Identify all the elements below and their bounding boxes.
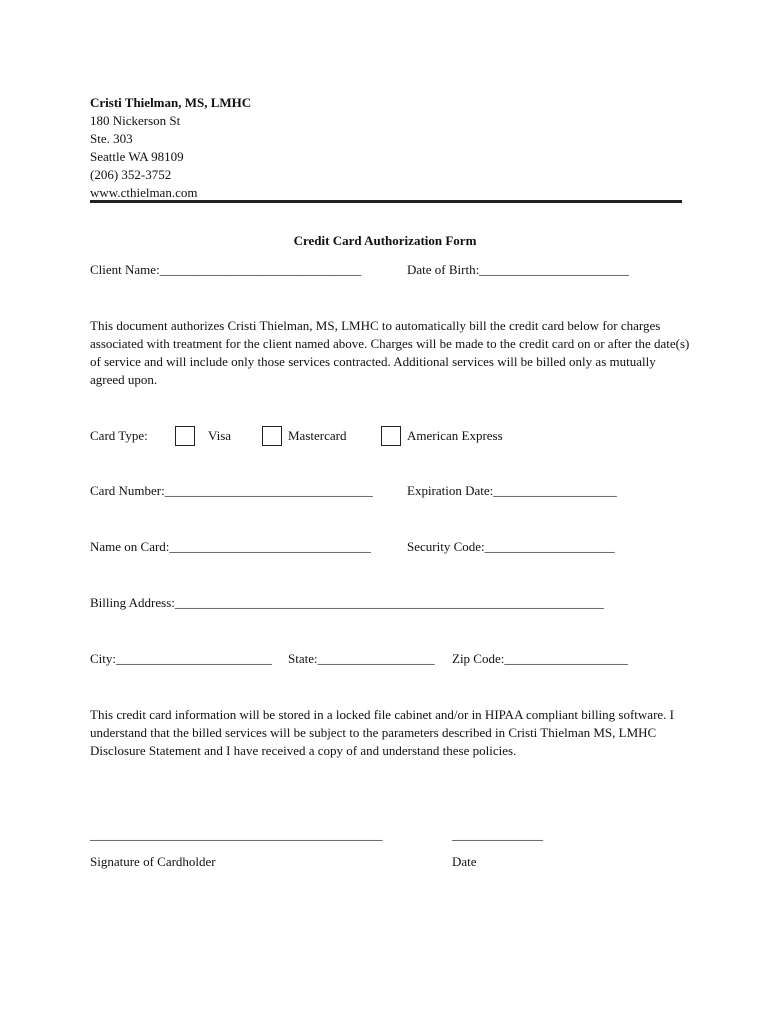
mastercard-label: Mastercard (288, 428, 347, 443)
date-label: Date (452, 854, 477, 869)
storage-notice-paragraph: This credit card information will be stored in a locked file cabinet and/or in HIPAA compliant billing software. I understand that the billed services will be subject to the parameters described in Cristi Thielman MS, LMHC Disclosure Statement and I have received a copy of and understand these policies. (90, 707, 675, 758)
mastercard-checkbox[interactable] (262, 426, 282, 446)
authorization-paragraph: This document authorizes Cristi Thielman, MS, LMHC to automatically bill the credit card below for charges associated with treatment for the client named above. Charges will be made to the credit card on or after the date(s) of service and will include only those services contracted. Additional services will be billed only as mutually agreed upon. (90, 318, 690, 387)
american-express-label: American Express (407, 428, 503, 443)
form-title: Credit Card Authorization Form (293, 233, 477, 248)
card-number-field[interactable]: Card Number:________________________________ (90, 483, 373, 498)
city-state-zip: Seattle WA 98109 (90, 149, 184, 164)
city-field[interactable]: City:________________________ (90, 651, 273, 666)
visa-checkbox[interactable] (175, 426, 195, 446)
practitioner-name: Cristi Thielman, MS, LMHC (90, 95, 252, 110)
phone-number: (206) 352-3752 (90, 167, 172, 182)
american-express-checkbox[interactable] (381, 426, 401, 446)
address-line-2: Ste. 303 (90, 131, 133, 146)
date-line[interactable]: ______________ (452, 827, 543, 842)
state-field[interactable]: State:__________________ (288, 651, 435, 666)
expiration-date-field[interactable]: Expiration Date:___________________ (407, 483, 617, 498)
billing-address-field[interactable]: Billing Address:__________________________________________________________________ (90, 595, 604, 610)
card-type-label: Card Type: (90, 428, 148, 443)
address-line-1: 180 Nickerson St (90, 113, 181, 128)
header-divider (90, 200, 682, 203)
zip-code-field[interactable]: Zip Code:___________________ (452, 651, 628, 666)
client-name-field[interactable]: Client Name:_______________________________ (90, 262, 362, 277)
name-on-card-field[interactable]: Name on Card:_______________________________ (90, 539, 371, 554)
signature-line[interactable]: _____________________________________________ (90, 827, 383, 842)
date-of-birth-field[interactable]: Date of Birth:_______________________ (407, 262, 629, 277)
signature-label: Signature of Cardholder (90, 854, 216, 869)
website-link[interactable]: www.cthielman.com (90, 185, 198, 200)
visa-label: Visa (208, 428, 232, 443)
security-code-field[interactable]: Security Code:____________________ (407, 539, 615, 554)
